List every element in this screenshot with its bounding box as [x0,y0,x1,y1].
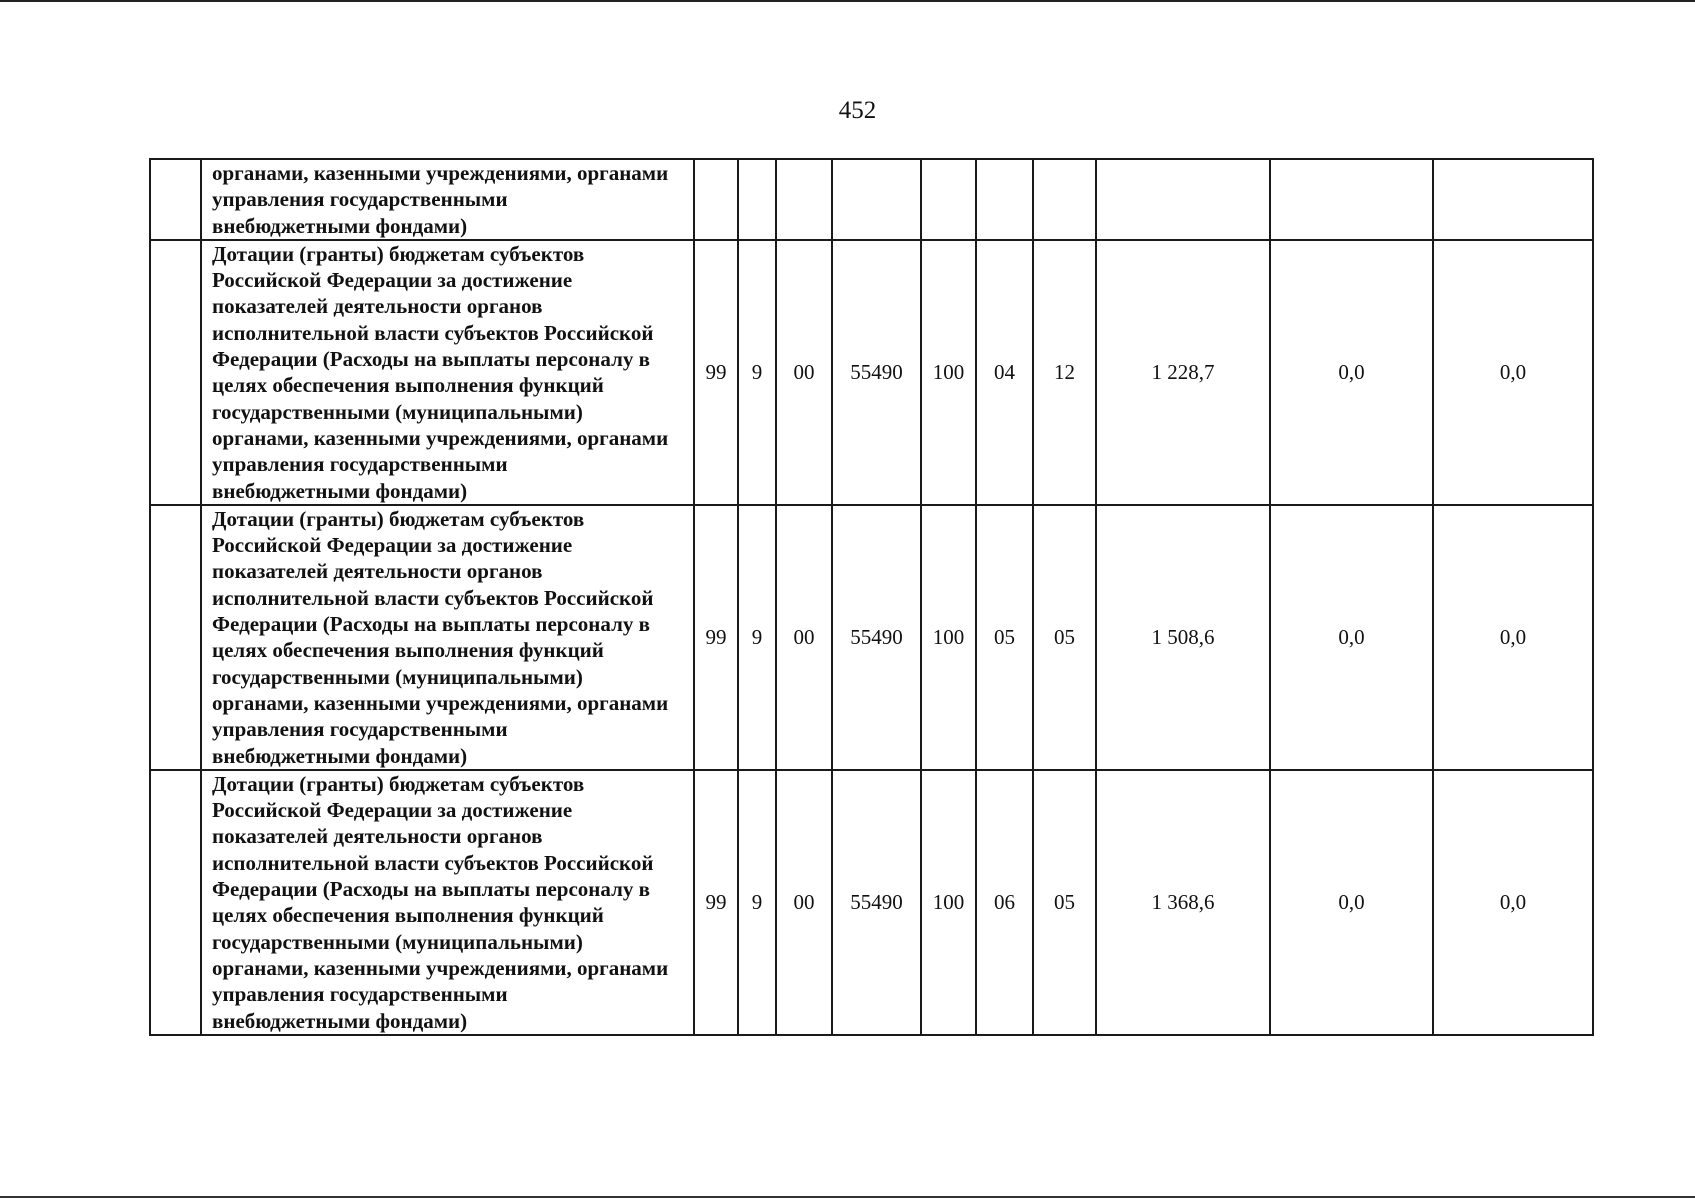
table-row [150,505,1593,770]
description-cell: Дотации (гранты) бюджетам субъектов Российской Федерации за достижение показателей деятельности органов исполнительной власти субъектов Российской Федерации (Расходы на выплаты персоналу в целях обеспечения выполнения функций государственными (муниципальными) органами, казенными учреждениями, органами управления государственными внебюджетными фондами) [201,240,694,505]
code-cell [976,159,1033,240]
code-cell: 12 [1033,240,1096,505]
description-cell: Дотации (гранты) бюджетам субъектов Российской Федерации за достижение показателей деятельности органов исполнительной власти субъектов Российской Федерации (Расходы на выплаты персоналу в целях обеспечения выполнения функций государственными (муниципальными) органами, казенными учреждениями, органами управления государственными внебюджетными фондами) [201,505,694,770]
code-cell: 100 [921,770,976,1035]
code-cell [776,159,832,240]
amount-cell: 1 508,6 [1096,505,1270,770]
amount-cell [1270,159,1433,240]
code-cell [832,159,921,240]
row-number-cell [150,505,201,770]
code-cell: 04 [976,240,1033,505]
code-cell: 99 [694,505,738,770]
top-border-line [0,0,1695,2]
code-cell [694,159,738,240]
row-number-cell [150,770,201,1035]
bottom-border-line [0,1196,1695,1198]
amount-cell: 0,0 [1433,240,1593,505]
budget-table [149,158,1594,1036]
page-number: 452 [838,97,877,124]
code-cell: 9 [738,240,776,505]
amount-cell: 1 228,7 [1096,240,1270,505]
code-cell: 99 [694,240,738,505]
code-cell: 55490 [832,770,921,1035]
table-row [150,240,1593,505]
code-cell: 55490 [832,505,921,770]
description-cell: органами, казенными учреждениями, органами управления государственными внебюджетными фондами) [201,159,694,240]
table-row [150,770,1593,1035]
code-cell: 9 [738,770,776,1035]
code-cell: 100 [921,240,976,505]
amount-cell: 0,0 [1433,770,1593,1035]
code-cell: 05 [1033,770,1096,1035]
description-cell: Дотации (гранты) бюджетам субъектов Российской Федерации за достижение показателей деятельности органов исполнительной власти субъектов Российской Федерации (Расходы на выплаты персоналу в целях обеспечения выполнения функций государственными (муниципальными) органами, казенными учреждениями, органами управления государственными внебюджетными фондами) [201,770,694,1035]
code-cell [1033,159,1096,240]
code-cell: 00 [776,240,832,505]
amount-cell: 0,0 [1270,505,1433,770]
code-cell: 55490 [832,240,921,505]
code-cell: 9 [738,505,776,770]
code-cell: 00 [776,505,832,770]
amount-cell: 1 368,6 [1096,770,1270,1035]
amount-cell: 0,0 [1270,770,1433,1035]
code-cell: 99 [694,770,738,1035]
code-cell [921,159,976,240]
row-number-cell [150,240,201,505]
amount-cell [1433,159,1593,240]
amount-cell: 0,0 [1433,505,1593,770]
code-cell: 05 [1033,505,1096,770]
code-cell: 06 [976,770,1033,1035]
code-cell [738,159,776,240]
amount-cell [1096,159,1270,240]
table-row [150,159,1593,240]
code-cell: 00 [776,770,832,1035]
amount-cell: 0,0 [1270,240,1433,505]
row-number-cell [150,159,201,240]
code-cell: 100 [921,505,976,770]
code-cell: 05 [976,505,1033,770]
